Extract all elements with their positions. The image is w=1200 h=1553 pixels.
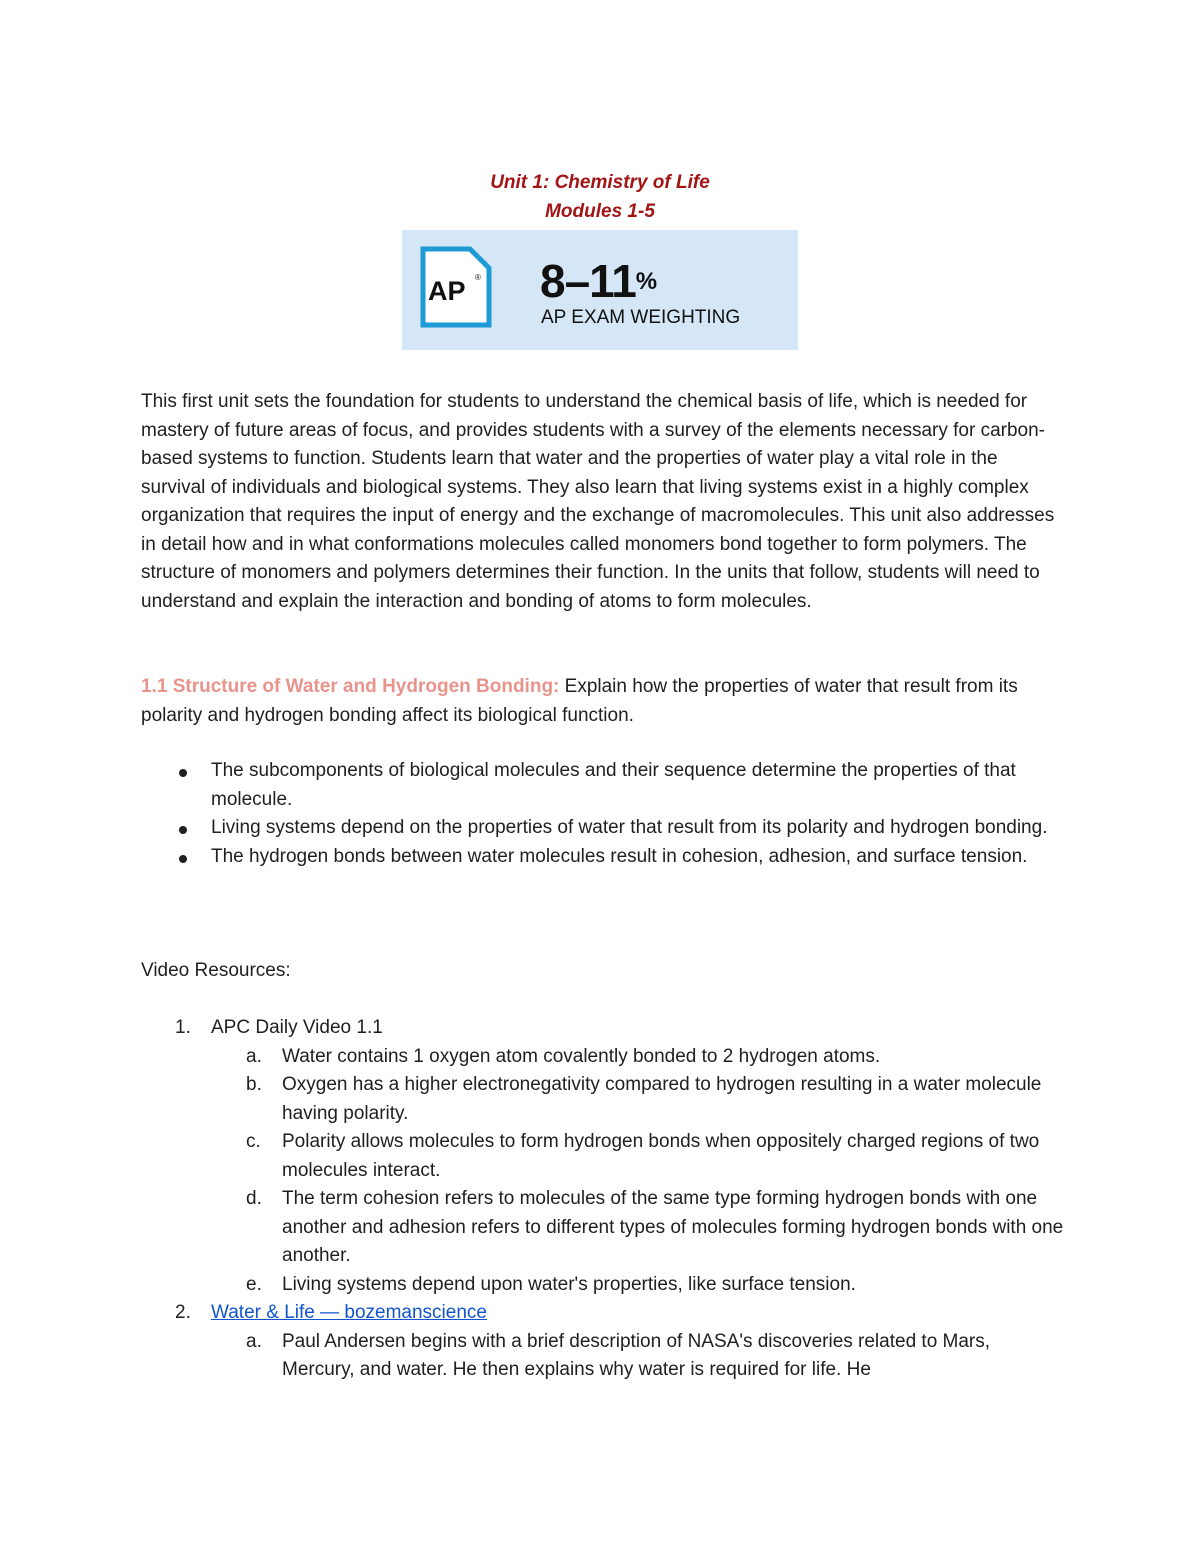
item-number: 1. xyxy=(175,1017,191,1038)
bullet-icon xyxy=(179,826,187,834)
list-item xyxy=(141,1299,1066,1328)
sub-item xyxy=(141,1043,1066,1072)
bullet-icon xyxy=(179,855,187,863)
list-item xyxy=(141,757,1066,814)
bullet-icon xyxy=(179,769,187,777)
ap-document-icon xyxy=(418,246,492,328)
sub-item xyxy=(141,1071,1066,1128)
intro-paragraph: This first unit sets the foundation for students to understand the chemical basis of life, which is needed for mastery of future areas of focus, and provides students with a survey of the elements necessary for carbon-based systems to function. Students learn that water and the properties of water play a vital role in the survival of individuals and biological systems. They also learn that living systems exist in a highly complex organization that requires the input of energy and the exchange of macromolecules. This unit also addresses in detail how and in what conformations molecules called monomers bond together to form polymers. The structure of monomers and polymers determines their function. In the units that follow, students will need to understand and explain the interaction and bonding of atoms to form molecules. xyxy=(141,391,1055,612)
sub-text: Water contains 1 oxygen atom covalently bonded to 2 hydrogen atoms. xyxy=(282,1045,881,1067)
section-text: Explain how the properties of water that result from its polarity and hydrogen bonding affect its biological function. xyxy=(141,676,1018,726)
percent-sign: % xyxy=(635,268,657,295)
bullet-list xyxy=(141,757,1066,871)
ap-weighting-badge xyxy=(402,230,798,350)
sub-letter: c. xyxy=(246,1131,261,1152)
sub-item xyxy=(141,1328,1066,1385)
list-item xyxy=(141,843,1066,872)
sub-letter: b. xyxy=(246,1074,262,1095)
section-1-1 xyxy=(141,673,1066,730)
unit-title: Unit 1: Chemistry of Life xyxy=(490,172,710,193)
sub-letter: a. xyxy=(246,1330,262,1352)
bullet-text: The subcomponents of biological molecules and their sequence determine the properties of that molecule. xyxy=(211,760,1016,810)
list-item xyxy=(141,814,1066,843)
sub-text: The term cohesion refers to molecules of the same type forming hydrogen bonds with one another and adhesion refers to different types of molecules forming hydrogen bonds with one another. xyxy=(282,1188,1064,1266)
section-title: 1.1 Structure of Water and Hydrogen Bonding: xyxy=(141,676,560,697)
ap-logo-text: AP xyxy=(428,276,466,306)
video-resources-label: Video Resources: xyxy=(141,960,291,981)
weighting-label: AP EXAM WEIGHTING xyxy=(541,307,741,328)
list-item xyxy=(141,1014,1066,1043)
weighting-percent-value: 8–11 xyxy=(540,255,636,307)
sub-text: Oxygen has a higher electronegativity compared to hydrogen resulting in a water molecule having polarity. xyxy=(282,1074,1042,1124)
sub-item xyxy=(141,1271,1066,1300)
sub-letter: d. xyxy=(246,1188,262,1209)
sub-text: Paul Andersen begins with a brief description of NASA's discoveries related to Mars, Mercury, and water. He then explains why water is required for life. He xyxy=(282,1330,991,1380)
sub-item xyxy=(141,1128,1066,1185)
video-resources-list xyxy=(141,1014,1066,1385)
item-number: 2. xyxy=(175,1302,191,1323)
sub-letter: e. xyxy=(246,1273,262,1295)
sub-letter: a. xyxy=(246,1045,262,1067)
sub-text: Living systems depend upon water's properties, like surface tension. xyxy=(282,1273,856,1295)
ap-logo-mark: ® xyxy=(475,273,481,282)
unit-subtitle: Modules 1-5 xyxy=(545,201,655,222)
bozemanscience-link[interactable]: Water & Life — bozemanscience xyxy=(211,1302,487,1323)
bullet-text: Living systems depend on the properties of water that result from its polarity and hydrogen bonding. xyxy=(211,817,1048,838)
bullet-text: The hydrogen bonds between water molecules result in cohesion, adhesion, and surface tension. xyxy=(211,845,1028,867)
sub-item xyxy=(141,1185,1066,1271)
sub-text: Polarity allows molecules to form hydrogen bonds when oppositely charged regions of two molecules interact. xyxy=(282,1131,1040,1181)
video-title: APC Daily Video 1.1 xyxy=(211,1017,383,1038)
